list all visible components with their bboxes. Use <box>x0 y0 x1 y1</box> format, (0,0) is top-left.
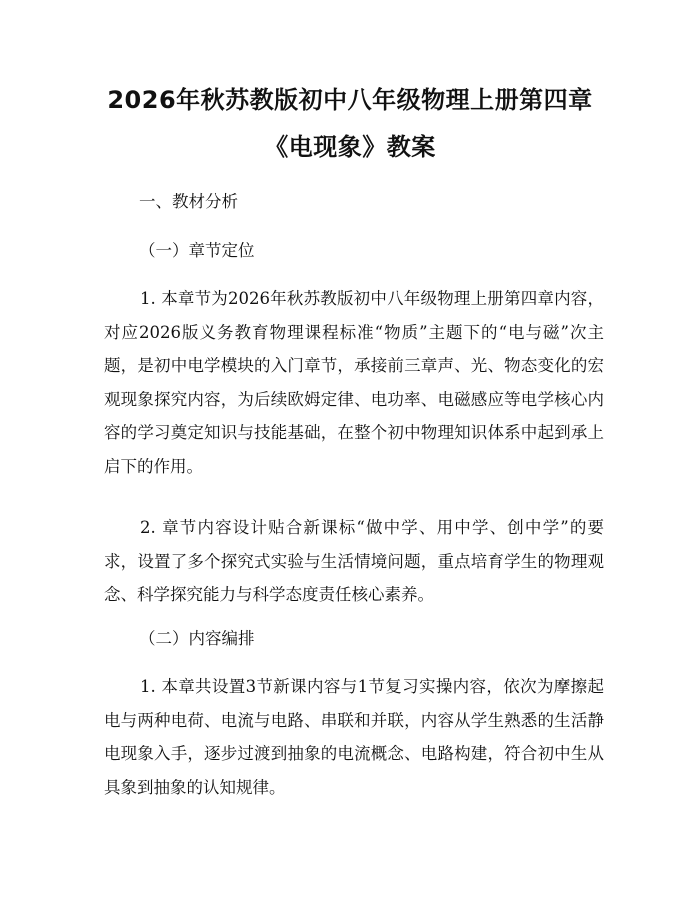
subsection-heading-content-arrangement: （二）内容编排 <box>139 629 255 648</box>
paragraph-chapter-positioning-1: 1. 本章节为2026年秋苏教版初中八年级物理上册第四章内容，对应2026版义务教育物理课程标准“物质”主题下的“电与磁”次主题，是初中电学模块的入门章节，承接前三章声、光、物态变化的宏观现象探究内容，为后续欧姆定律、电功率、电磁感应等电学核心内容的学习奠定知识与技能基础，在整个初中物理知识体系中起到承上启下的作用。 <box>104 289 604 476</box>
subsection-heading-chapter-positioning: （一）章节定位 <box>139 241 255 260</box>
paragraph-content-arrangement-1: 1. 本章共设置3节新课内容与1节复习实操内容，依次为摩擦起电与两种电荷、电流与电路、串联和并联，内容从学生熟悉的生活静电现象入手，逐步过渡到抽象的电流概念、电路构建，符合初中生从具象到抽象的认知规律。 <box>104 677 604 797</box>
document-title-line-1: 2026年秋苏教版初中八年级物理上册第四章 <box>107 86 593 114</box>
document-title-line-2: 《电现象》教案 <box>264 133 436 161</box>
paragraph-chapter-positioning-2: 2. 章节内容设计贴合新课标“做中学、用中学、创中学”的要求，设置了多个探究式实验与生活情境问题，重点培育学生的物理观念、科学探究能力与科学态度责任核心素养。 <box>104 518 604 604</box>
section-heading-textbook-analysis: 一、教材分析 <box>139 192 238 211</box>
